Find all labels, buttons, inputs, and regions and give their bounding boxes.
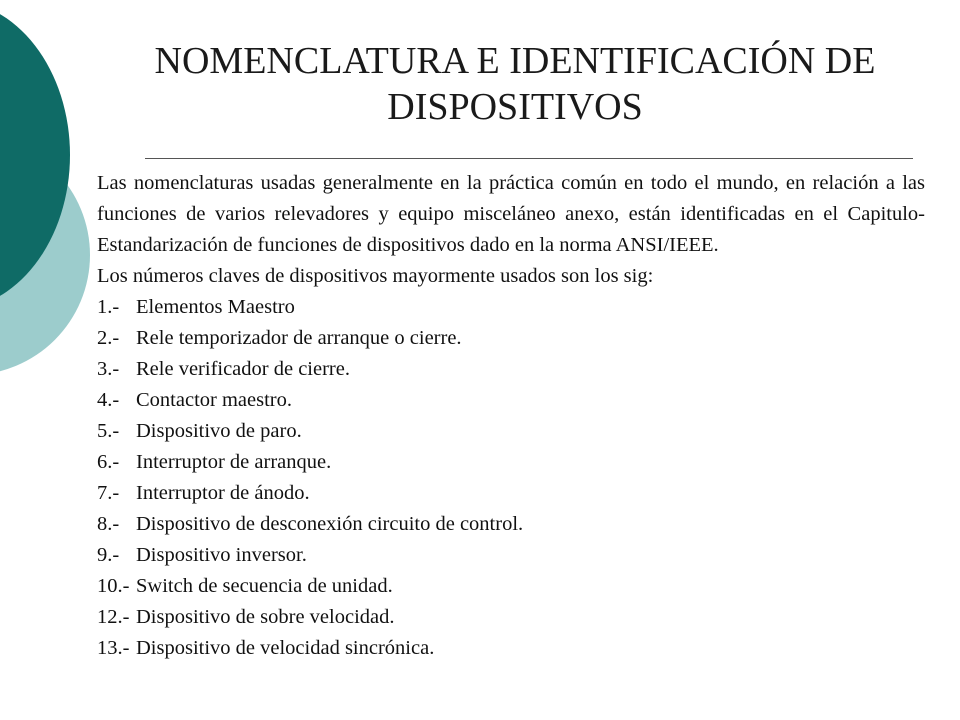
item-number: 3.-: [97, 358, 120, 380]
item-text: Dispositivo de sobre velocidad.: [136, 606, 395, 628]
item-number: 10.-: [97, 575, 130, 597]
list-item: [97, 478, 925, 509]
item-text: Contactor maestro.: [136, 389, 292, 411]
item-number: 5.-: [97, 420, 120, 442]
slide-body: [97, 168, 925, 664]
item-text: Interruptor de ánodo.: [136, 482, 310, 504]
list-item: [97, 385, 925, 416]
item-number: 12.-: [97, 606, 130, 628]
list-lead: Los números claves de dispositivos mayormente usados son los sig:: [97, 265, 654, 287]
list-item: [97, 540, 925, 571]
item-number: 8.-: [97, 513, 120, 535]
list-item: [97, 292, 925, 323]
item-number: 9.-: [97, 544, 120, 566]
item-text: Switch de secuencia de unidad.: [136, 575, 393, 597]
item-number: 4.-: [97, 389, 120, 411]
list-item: [97, 571, 925, 602]
item-text: Rele temporizador de arranque o cierre.: [136, 327, 462, 349]
item-text: Interruptor de arranque.: [136, 451, 332, 473]
list-item: [97, 323, 925, 354]
list-item: [97, 602, 925, 633]
item-text: Dispositivo de velocidad sincrónica.: [136, 637, 435, 659]
item-number: 13.-: [97, 637, 130, 659]
item-text: Dispositivo de paro.: [136, 420, 302, 442]
intro-paragraph: Las nomenclaturas usadas generalmente en la práctica común en todo el mundo, en relación a las funciones de varios relevadores y equipo misceláneo anexo, están identificadas en el Capitulo-Estandarización de funciones de dispositivos dado en la norma ANSI/IEEE.: [97, 172, 925, 256]
item-number: 7.-: [97, 482, 120, 504]
item-text: Elementos Maestro: [136, 296, 295, 318]
list-item: [97, 633, 925, 664]
item-text: Rele verificador de cierre.: [136, 358, 350, 380]
list-item: [97, 447, 925, 478]
list-item: [97, 416, 925, 447]
item-text: Dispositivo inversor.: [136, 544, 307, 566]
item-number: 6.-: [97, 451, 120, 473]
title-divider: [145, 158, 913, 159]
device-list: [97, 292, 925, 664]
list-item: [97, 354, 925, 385]
item-text: Dispositivo de desconexión circuito de control.: [136, 513, 524, 535]
item-number: 1.-: [97, 296, 120, 318]
list-item: [97, 509, 925, 540]
item-number: 2.-: [97, 327, 120, 349]
slide-title: NOMENCLATURA E IDENTIFICACIÓN DE DISPOSITIVOS: [154, 40, 876, 128]
